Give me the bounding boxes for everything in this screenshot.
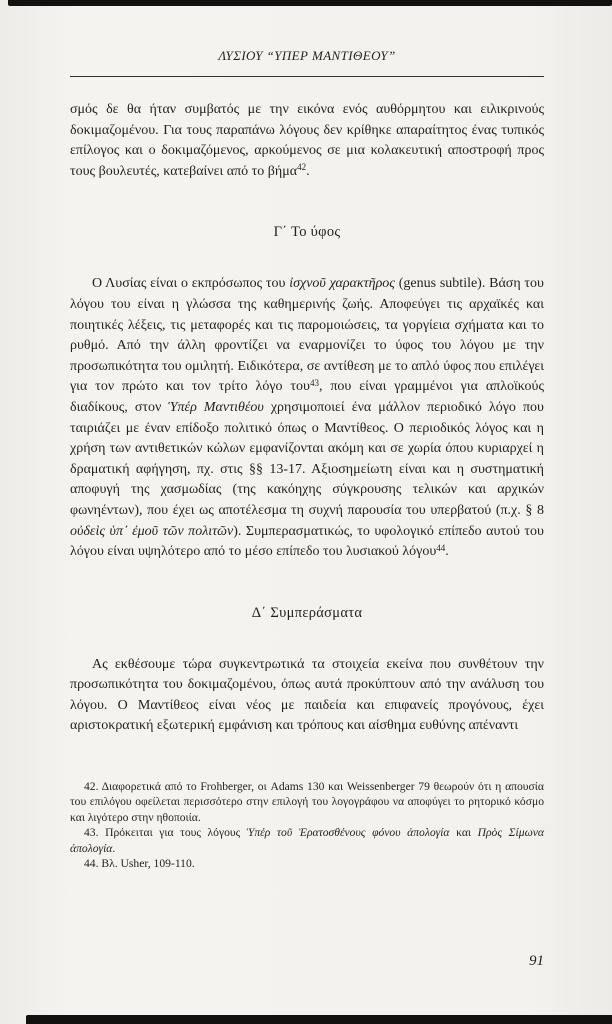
italic-work-title: Πρὸς Σίμωνα ἀπολογία	[70, 826, 544, 855]
paragraph-continuation	[70, 100, 544, 182]
text-run: 44. Βλ. Usher, 109-110.	[84, 857, 195, 871]
footnote-44	[70, 856, 544, 871]
scan-artifact-top	[8, 0, 612, 6]
text-run: ). Συμπερασματικώς, το υφολογικό επίπεδο αυτού του λόγου είναι υψηλότερο από το μέσο επίπεδο του λυσιακού λόγου	[70, 523, 544, 560]
page-body	[70, 100, 544, 737]
running-header: ΛΥΣΙΟΥ “ΥΠΕΡ ΜΑΝΤΙΘΕΟΥ”	[218, 48, 396, 63]
paragraph-section-d	[70, 655, 544, 737]
text-run: .	[306, 163, 310, 179]
page-header	[70, 48, 544, 77]
paragraph-section-c	[70, 274, 544, 562]
text-run: σμός δε θα ήταν συμβατός με την εικόνα ενός αυθόρμητου και ειλικρινούς δοκιμαζομένου. Για τους παραπάνω λόγους δεν κρίθηκε απαραίτητος ένας τυπικός επίλογος και ο δοκιμαζόμενος, αρκούμενος σε μια κολακευτική αποστροφή προς τους βουλευτές, κατεβαίνει από το βήμα	[70, 102, 544, 179]
footnote-reference-43: 43	[309, 377, 319, 388]
italic-phrase: Ὑπέρ Μαντιθέου	[168, 399, 264, 415]
text-run: (genus subtile). Βάση του λόγου του είναι η γλώσσα της καθημερινής ζωής. Αποφεύγει τις αρχαϊκές και ποιητικές λέξεις, τις μεταφορές και τις παρομοιώσεις, τα γοργίεια σχήματα και το ρυθμό. Από την άλλη φροντίζει να εναρμονίζει το ύφος του λόγου με την προσωπικότητα του ομιλητή. Ειδικότερα, σε αντίθεση με το απλό ύφος που επιλέγει για τον πρώτο και τον τρίτο λόγο του	[70, 276, 544, 395]
text-run: .	[112, 841, 116, 855]
scan-artifact-bottom	[26, 1015, 612, 1024]
footnote-reference-42: 42	[297, 162, 307, 173]
section-heading-c: Γ΄ Το ύφος	[273, 224, 341, 241]
text-run: Ας εκθέσουμε τώρα συγκεντρωτικά τα στοιχεία εκείνα που συνθέτουν την προσωπικότητα του δοκιμαζομένου, όπως αυτά προκύπτουν από την ανάλυση του λόγου. Ο Μαντίθεος είναι νέος με παιδεία και επιφανείς προγόνους, έχει αριστοκρατική εξωτερική εμφάνιση και τρόπους και αίσθημα ευθύνης απέναντι	[70, 656, 544, 734]
text-run: και	[449, 826, 478, 840]
footnote-reference-44: 44	[436, 542, 446, 553]
italic-phrase: οὐδεὶς ὑπ᾽ ἐμοῦ τῶν πολιτῶν	[70, 523, 234, 539]
footnotes-block	[70, 779, 544, 871]
text-run: 43. Πρόκειται για τους λόγους	[84, 826, 247, 840]
text-run: Ο Λυσίας είναι ο εκπρόσωπος του	[92, 276, 290, 292]
text-run: , που είναι γραμμένοι για απλοϊκούς διαδίκους, στον	[70, 379, 545, 415]
page-footer	[70, 779, 544, 969]
italic-work-title: Ὑπέρ τοῦ Ἐρατοσθένους φόνου ἀπολογία	[246, 826, 450, 840]
text-run: 42. Διαφορετικά από το Frohberger, οι Adams 130 και Weissenberger 79 θεωρούν ότι η απουσία του επιλόγου οφείλεται περισσότερο στην επιλογή του λογογράφου να αποφύγει το ρητορικό κόσμο και λιγότερο στην ηθοποιία.	[70, 780, 544, 824]
section-heading-d: Δ΄ Συμπεράσματα	[251, 604, 363, 621]
footnote-42	[70, 779, 544, 825]
italic-phrase: ἰσχνοῦ χαρακτῆρος	[289, 276, 395, 292]
header-rule	[70, 76, 544, 77]
footnote-43	[70, 825, 544, 856]
page-number: 91	[529, 953, 544, 969]
text-run: χρησιμοποιεί ένα μάλλον περιοδικό λόγο που ταιριάζει με έναν επίδοξο πολιτικό όπως ο Μαντίθεος. Ο περιοδικός λόγος και η χρήση των αντιθετικών κώλων εμφανίζονται ακόμη και σε χωρία όπου κυριαρχεί η δραματική αφήγηση, πχ. στις §§ 13-17. Αξιοσημείωτη είναι και η συστηματική αποφυγή της χασμωδίας (της κακόηχης σύγκρουσης τελικών και αρχικών φωνηέντων), που έχει ως αποτέλεσμα τη συχνή παρουσία του υπερβατού (π.χ. § 8	[70, 399, 544, 518]
text-run: .	[445, 544, 449, 560]
